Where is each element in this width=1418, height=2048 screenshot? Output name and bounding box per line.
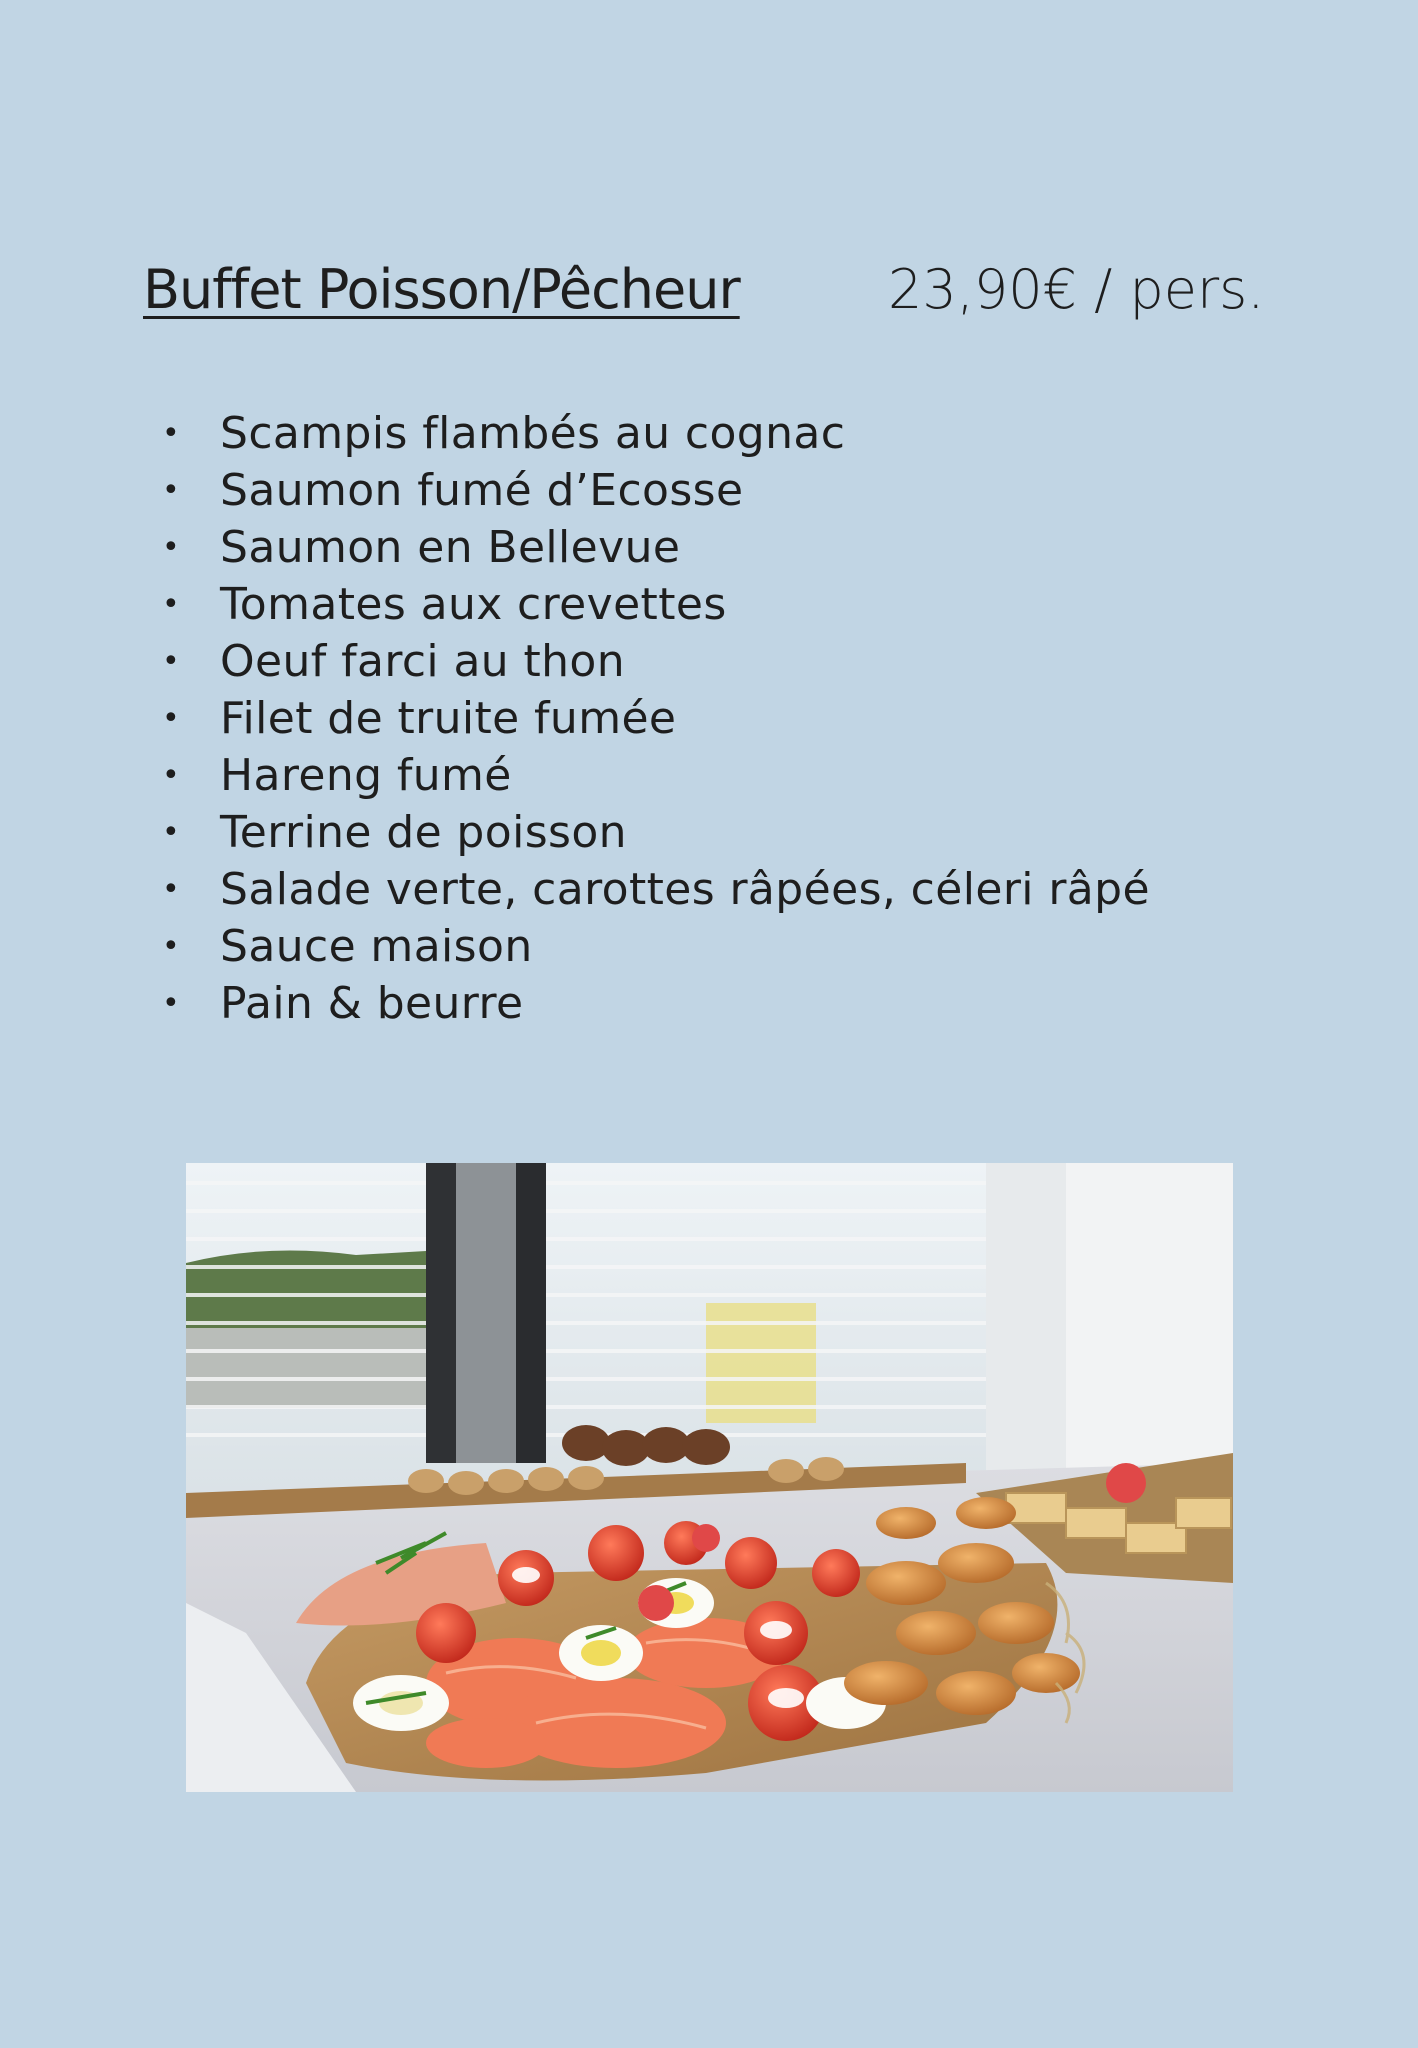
menu-item-label: Pain & beurre bbox=[220, 978, 524, 1029]
menu-item bbox=[150, 405, 1300, 462]
buffet-photo-illustration bbox=[186, 1163, 1233, 1792]
menu-item bbox=[150, 747, 1300, 804]
menu-item bbox=[150, 804, 1300, 861]
menu-item bbox=[150, 861, 1300, 918]
bullet-icon: • bbox=[162, 644, 181, 679]
menu-item-label: Tomates aux crevettes bbox=[220, 579, 727, 630]
menu-item-label: Saumon fumé d’Ecosse bbox=[220, 465, 744, 516]
menu-item-label: Scampis flambés au cognac bbox=[220, 408, 846, 459]
menu-item-label: Oeuf farci au thon bbox=[220, 636, 626, 687]
menu-item bbox=[150, 975, 1300, 1032]
menu-item-label: Salade verte, carottes râpées, céleri râpé bbox=[220, 864, 1150, 915]
menu-item bbox=[150, 918, 1300, 975]
buffet-photo bbox=[186, 1163, 1233, 1792]
menu-item-list bbox=[150, 405, 1300, 1032]
buffet-price: 23,90€ / pers. bbox=[888, 258, 1265, 321]
menu-item bbox=[150, 462, 1300, 519]
bullet-icon: • bbox=[162, 986, 181, 1021]
bullet-icon: • bbox=[162, 530, 181, 565]
menu-header bbox=[143, 255, 1293, 335]
bullet-icon: • bbox=[162, 929, 181, 964]
menu-item-label: Saumon en Bellevue bbox=[220, 522, 681, 573]
menu-item bbox=[150, 576, 1300, 633]
menu-item bbox=[150, 633, 1300, 690]
menu-item bbox=[150, 519, 1300, 576]
bullet-icon: • bbox=[162, 473, 181, 508]
bullet-icon: • bbox=[162, 758, 181, 793]
menu-item-label: Terrine de poisson bbox=[220, 807, 627, 858]
bullet-icon: • bbox=[162, 416, 181, 451]
bullet-icon: • bbox=[162, 872, 181, 907]
bullet-icon: • bbox=[162, 587, 181, 622]
menu-item-label: Filet de truite fumée bbox=[220, 693, 677, 744]
bullet-icon: • bbox=[162, 701, 181, 736]
bullet-icon: • bbox=[162, 815, 181, 850]
menu-item bbox=[150, 690, 1300, 747]
buffet-title: Buffet Poisson/Pêcheur bbox=[143, 258, 740, 321]
menu-item-label: Hareng fumé bbox=[220, 750, 512, 801]
menu-item-label: Sauce maison bbox=[220, 921, 533, 972]
